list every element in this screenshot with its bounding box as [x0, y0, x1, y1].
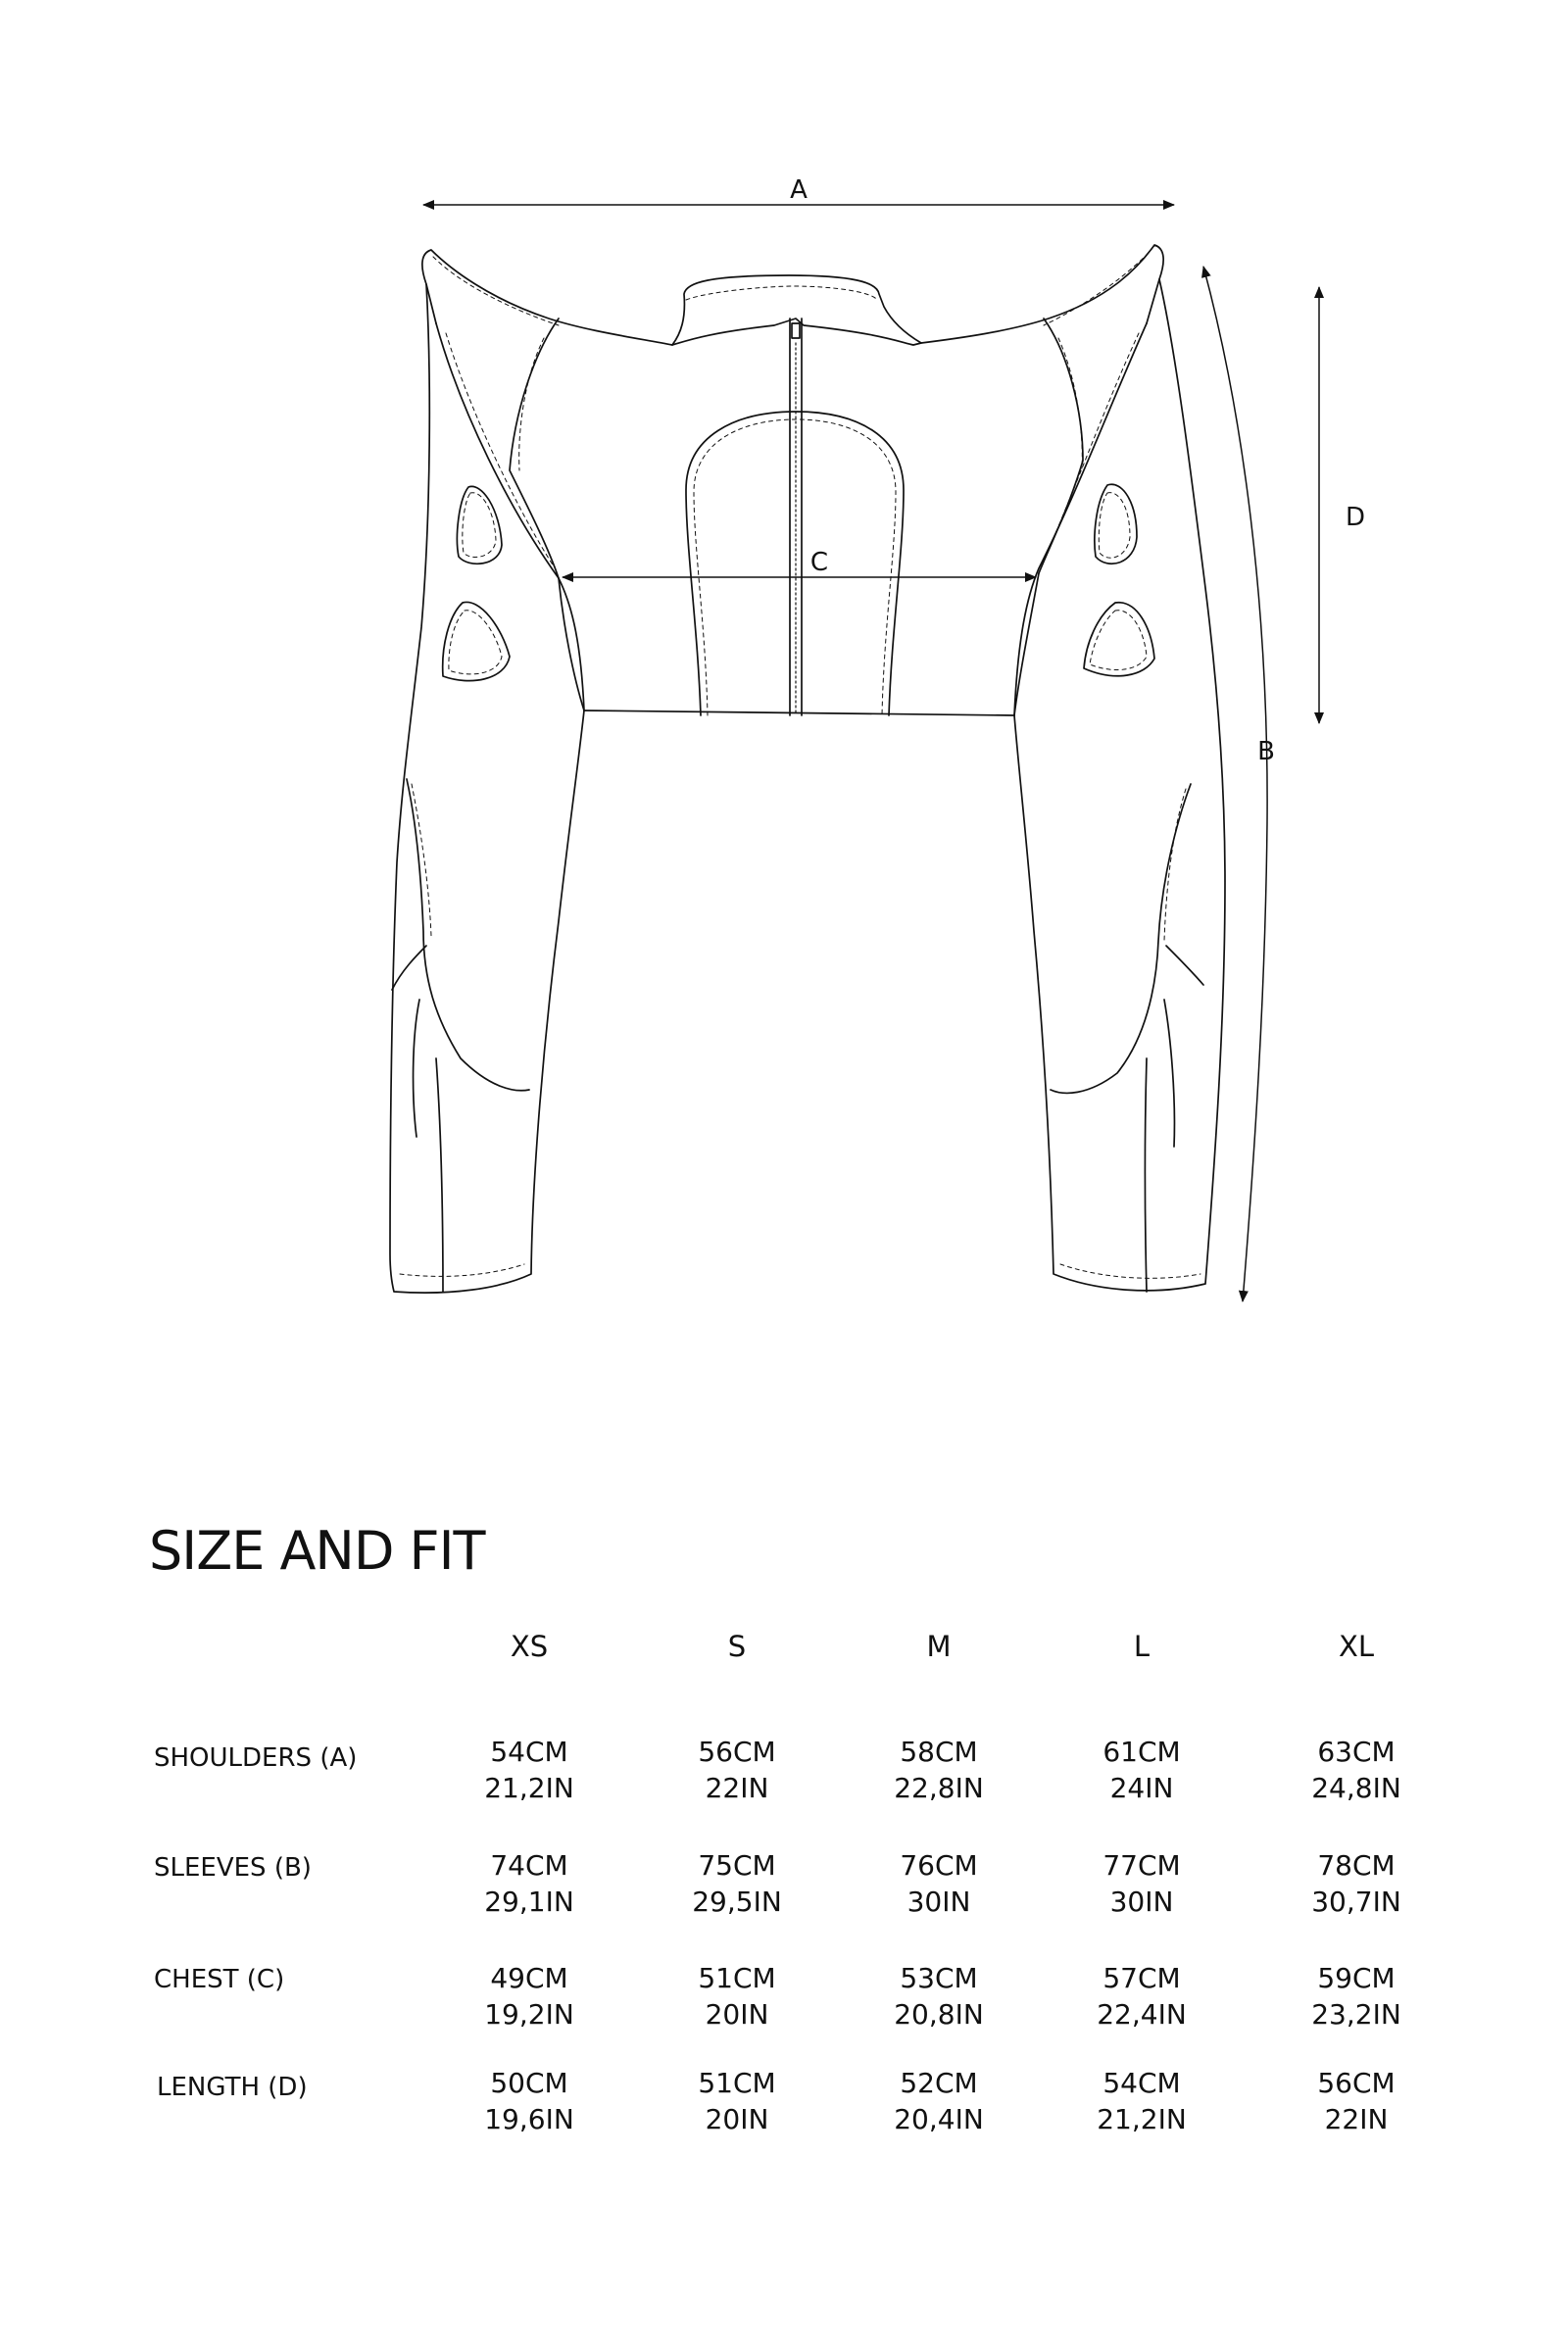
right-sleeve-vent-top	[1095, 484, 1137, 564]
left-sleeve-vent-top	[457, 486, 502, 564]
size-header-xl: XL	[1338, 1630, 1375, 1663]
dimension-b	[1203, 267, 1275, 1301]
right-sleeve-vent-bottom	[1084, 603, 1154, 676]
body-hem	[584, 710, 1014, 715]
value-sleeves-xl: 78CM 30,7IN	[1311, 1849, 1401, 1918]
size-header-s: S	[727, 1630, 747, 1663]
right-side-seam	[1014, 573, 1039, 715]
dimension-c-label: C	[809, 548, 829, 577]
size-header-l: L	[1133, 1630, 1151, 1663]
left-shoulder	[422, 250, 672, 345]
right-sleeve-inner	[1014, 323, 1147, 715]
dimension-b-label: B	[1257, 737, 1275, 766]
right-sleeve-outer	[1014, 279, 1225, 1291]
left-sleeve-outer	[390, 284, 584, 1293]
left-raglan-seam	[510, 318, 559, 578]
value-chest-xs: 49CM 19,2IN	[484, 1962, 574, 2031]
dimension-d-label: D	[1345, 503, 1366, 532]
value-shoulders-m: 58CM 22,8IN	[894, 1736, 984, 1804]
size-header-m: M	[926, 1630, 952, 1663]
value-sleeves-xs: 74CM 29,1IN	[484, 1849, 574, 1918]
value-sleeves-s: 75CM 29,5IN	[692, 1849, 782, 1918]
value-chest-m: 53CM 20,8IN	[894, 1962, 984, 2031]
row-label-chest: CHEST (C)	[154, 1965, 285, 1994]
value-shoulders-s: 56CM 22IN	[698, 1736, 776, 1804]
value-chest-s: 51CM 20IN	[698, 1962, 776, 2031]
value-length-xl: 56CM 22IN	[1317, 2067, 1396, 2135]
dimension-a-label: A	[790, 175, 808, 205]
size-header-xs: XS	[510, 1630, 549, 1663]
size-and-fit-title: SIZE AND FIT	[149, 1520, 485, 1582]
value-length-m: 52CM 20,4IN	[894, 2067, 984, 2135]
left-sleeve-vent-bottom	[443, 602, 510, 680]
dimension-a	[423, 175, 1174, 205]
left-forearm-slit	[407, 779, 529, 1091]
value-shoulders-l: 61CM 24IN	[1102, 1736, 1181, 1804]
row-label-sleeves: SLEEVES (B)	[154, 1853, 312, 1883]
value-length-s: 51CM 20IN	[698, 2067, 776, 2135]
left-side-seam	[559, 578, 584, 710]
dimension-d	[1319, 287, 1365, 723]
right-forearm-slit	[1051, 784, 1191, 1093]
value-length-xs: 50CM 19,6IN	[484, 2067, 574, 2135]
jacket-outline	[390, 245, 1225, 1293]
value-shoulders-xl: 63CM 24,8IN	[1311, 1736, 1401, 1804]
dimension-c	[563, 548, 1036, 577]
row-label-length: LENGTH (D)	[157, 2073, 308, 2102]
value-length-l: 54CM 21,2IN	[1097, 2067, 1187, 2135]
chest-cutout	[686, 412, 904, 715]
value-shoulders-xs: 54CM 21,2IN	[484, 1736, 574, 1804]
right-shoulder	[921, 245, 1163, 343]
row-label-shoulders: SHOULDERS (A)	[154, 1743, 358, 1773]
right-raglan-seam	[1039, 318, 1083, 573]
value-sleeves-l: 77CM 30IN	[1102, 1849, 1181, 1918]
value-sleeves-m: 76CM 30IN	[900, 1849, 978, 1918]
value-chest-xl: 59CM 23,2IN	[1311, 1962, 1401, 2031]
value-chest-l: 57CM 22,4IN	[1097, 1962, 1187, 2031]
